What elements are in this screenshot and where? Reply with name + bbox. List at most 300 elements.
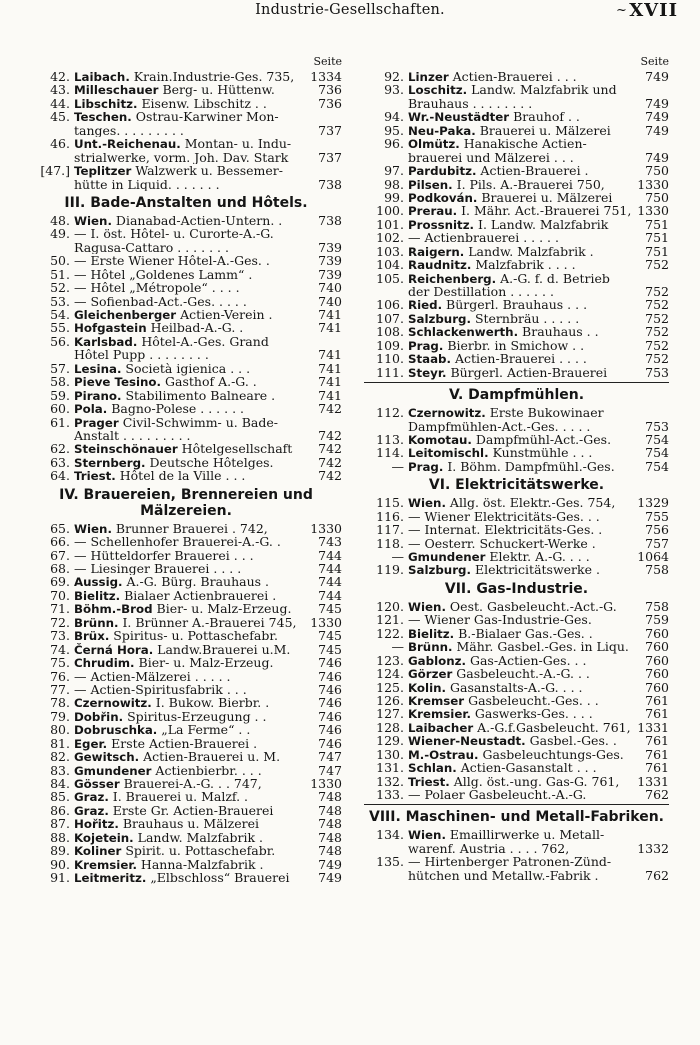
entry-body [408,137,665,151]
entry-body [74,549,314,562]
entry-page: 758 [645,562,669,578]
entry-number: 63. [50,454,70,470]
entry-number: 111. [376,364,404,380]
index-entry [30,723,342,736]
entry-city: Raigern. [408,244,465,259]
entry-city: Brüx. [74,629,110,644]
section-heading: Mälzereien. [140,502,232,519]
entry-text: Landw. Malzfabrik . [137,830,264,845]
entry-body [408,218,641,232]
entry-city: Prag. [408,338,444,353]
entry-body [408,298,641,312]
index-entry [364,70,669,83]
entry-body [74,670,314,683]
entry-page: 751 [645,243,669,259]
entry-page: 741 [318,320,342,336]
entry-number: 133. [376,787,404,802]
entry-text: Hôtel Pupp . . . . . . . . [74,348,209,362]
index-entry [30,602,342,615]
entry-text: Erste Bukowinaer [489,406,604,421]
entry-number: 58. [50,374,70,390]
entry-city: Brünn. [74,615,119,630]
entry-body [74,737,314,751]
entry-page: 744 [318,561,342,576]
entry-text: I. Brünner A.-Brauerei 745, [122,615,297,630]
entry-text: Actien-Gasanstalt . . . [460,761,597,776]
entry-number: 106. [376,297,404,313]
entry-number: 115. [376,495,404,511]
index-entry [364,563,669,576]
entry-city: Lesina. [74,361,122,376]
entry-text: Gasbel.-Ges. . [529,734,617,749]
entry-page: 756 [645,522,669,538]
entry-city: Kremsier. [74,857,137,872]
entry-text: hütchen und Metallw.-Fabrik . [408,868,599,883]
entry-page: 741 [318,387,342,403]
entry-city: Karlsbad. [74,334,138,349]
entry-city: Pieve Tesino. [74,375,162,390]
entry-page: 754 [645,431,669,447]
entry-text: Dianabad-Actien-Untern. . [115,213,283,228]
entry-page: 760 [645,625,669,641]
entry-city: Schlan. [408,761,457,776]
entry-city: Salzburg. [408,311,471,326]
entry-number: 81. [50,735,70,751]
entry-body [74,442,314,456]
entry-city: Leitmeritz. [74,871,147,886]
entry-number: 85. [50,789,70,805]
entry-page: 741 [318,360,342,376]
entry-body [408,761,641,775]
entry-text: Allg. öst. Elektr.-Ges. 754, [449,496,616,511]
entry-page: 742 [318,454,342,470]
entry-text: Brauhaus . . . . . . . . [408,96,533,111]
entry-body [74,535,314,548]
entry-number: 64. [50,468,70,484]
entry-page: 749 [318,856,342,872]
entry-body [408,231,641,244]
entry-city: Wr.-Neustädter [408,110,510,125]
index-entry [30,562,342,575]
index-entry [364,272,669,285]
entry-page: 753 [645,364,669,380]
entry-page: 745 [318,601,342,617]
entry-text: Spirit. u. Pottaschefabr. [125,844,276,859]
entry-text: Bürgerl. Brauhaus . . . [446,298,588,313]
entry-text: Bialaer Actienbrauerei . [124,588,277,603]
entry-page: 744 [318,547,342,563]
entry-page: 760 [645,652,669,668]
entry-number: 82. [50,749,70,765]
index-entry [30,70,342,83]
entry-text: I. Brauerei u. Malzf. . [112,790,249,805]
entry-city: Graz. [74,790,109,805]
entry-continuation [30,429,342,442]
entry-number: 107. [376,310,404,326]
entry-city: Salzburg. [408,563,471,578]
entry-city: Koliner [74,844,122,859]
entry-city: Brünn. [408,640,453,655]
entry-number: 113. [376,431,404,447]
entry-text: — Hôtel „Goldenes Lamm“ . [74,267,253,282]
entry-number: 76. [50,668,70,684]
entry-body [74,137,338,151]
index-entry [30,308,342,321]
entry-text: Bier- u. Malz-Erzeug. [156,602,292,617]
entry-body [408,788,641,801]
entry-page: 740 [318,293,342,309]
entry-text: Brunner Brauerei . 742, [115,521,268,536]
entry-body [74,70,306,84]
index-entry [30,683,342,696]
entry-city: Triest. [408,774,450,789]
entry-text: B.-Bialaer Gas.-Ges. . [458,626,593,641]
entry-city: Gablonz. [408,653,466,668]
entry-page: 752 [645,324,669,340]
entry-number: 61. [50,414,70,430]
entry-body [408,828,665,842]
index-entry [30,214,342,227]
entry-text: I. Mähr. Act.-Brauerei 751, [461,204,632,219]
entry-page: 743 [318,534,342,550]
entry-page: 1330 [637,176,669,192]
entry-text: I. Bukow. Bierbr. . [155,696,270,711]
entry-city: Graz. [74,803,109,818]
entry-number: 93. [384,82,404,98]
entry-page: 746 [318,668,342,684]
entry-text: — Liesinger Brauerei . . . . [74,562,242,576]
entry-body [74,790,314,804]
entry-body [74,710,314,724]
entry-text: Gasbeleucht.-Ges. . . [468,693,599,708]
entry-text: Actien-Brauerei u. M. [143,750,281,765]
index-entry [364,788,669,801]
index-entry [364,761,669,774]
section-heading: VI. Elektricitätswerke. [428,477,605,494]
entry-body [74,764,314,778]
entry-page: 742 [318,401,342,417]
entry-number: 96. [384,136,404,152]
entry-number: 53. [50,293,70,309]
entry-body [408,510,641,523]
entry-continuation [364,420,669,433]
entry-body [74,389,314,403]
entry-page: 759 [645,612,669,628]
entry-text: Hôtel de la Ville . . . [119,469,246,484]
entry-body [408,667,641,681]
entry-text: — Actien-Spiritusfabrik . . . [74,682,247,697]
index-entry [364,640,669,653]
entry-body [408,272,665,286]
entry-page: 760 [645,679,669,695]
index-entry [364,137,669,150]
entry-number: 59. [50,387,70,403]
entry-text: Actien-Brauerei . . . . [454,352,587,367]
entry-number: 124. [376,666,404,682]
index-entry [364,775,669,788]
entry-text: Actien-Brauerei . [480,164,589,179]
entry-number: 110. [376,351,404,367]
entry-city: Czernowitz. [408,406,486,421]
entry-continuation [364,97,669,110]
entry-text: Gasanstalts-A.-G. . . . [450,680,583,695]
entry-continuation [30,151,342,164]
entry-text: Mähr. Gasbel.-Ges. in Liqu. [456,640,629,655]
index-entry [30,362,342,375]
entry-number: 101. [376,216,404,232]
entry-text: Bagno-Polese . . . . . . [111,402,244,417]
entry-city: Czernowitz. [74,696,152,711]
entry-body [408,537,641,550]
entry-page: 736 [318,95,342,111]
entry-number: — [391,549,404,564]
entry-city: Wien. [74,213,112,228]
entry-city: Pirano. [74,388,122,403]
entry-number: 128. [376,719,404,735]
index-entry [364,164,669,177]
index-entry [364,446,669,459]
entry-text: Actienbierbr. . . . [155,763,262,778]
index-entry [30,254,342,267]
entry-number: 125. [376,679,404,695]
section-divider [364,804,669,805]
index-entry [30,110,342,123]
entry-city: Schlackenwerth. [408,325,519,340]
entry-number: 114. [376,445,404,461]
entry-number: 131. [376,760,404,776]
entry-text: Deutsche Hôtelges. [149,455,274,470]
entry-body [74,227,338,240]
entry-city: M.-Ostrau. [408,747,479,762]
entry-page: 757 [645,535,669,551]
index-entry [30,442,342,455]
index-entry [30,656,342,669]
index-entry [364,600,669,613]
entry-number: 119. [376,562,404,578]
entry-page: 1064 [637,549,669,564]
entry-page: 749 [645,109,669,125]
entry-text: Stabilimento Balneare . [125,388,276,403]
entry-text: der Destillation . . . . . . [408,285,554,299]
entry-text: brauerei und Mälzerei . . . [408,150,574,165]
index-entry [30,137,342,150]
entry-page: 749 [645,69,669,84]
entry-number: 51. [50,266,70,282]
entry-text: Società igienica . . . [125,361,251,376]
entry-text: Spiritus-Erzeugung . . [127,709,267,724]
entry-body [74,416,338,430]
entry-text: — I. öst. Hôtel- u. Curorte-A.-G. [74,227,274,241]
entry-city: Raudnitz. [408,258,472,273]
entry-city: Sternberg. [74,455,146,470]
entry-continuation [30,348,342,361]
entry-body [74,696,314,710]
index-entry [30,321,342,334]
entry-city: Teschen. [74,110,132,125]
entry-number: 108. [376,324,404,340]
entry-text: Brauerei u. Mälzerei [479,123,611,138]
entry-body [74,723,314,737]
entry-city: Prossnitz. [408,217,475,232]
entry-number: 130. [376,746,404,762]
entry-page: 741 [318,307,342,322]
index-entry [364,734,669,747]
entry-text: Hôtelgesellschaft [181,442,293,457]
entry-number: 56. [50,333,70,349]
entry-body [408,654,641,668]
entry-text: — Internat. Elektricitäts-Ges. . [408,523,603,537]
entry-page: 747 [318,749,342,765]
index-entry [30,764,342,777]
entry-city: Staab. [408,352,451,367]
entry-city: Kremsier. [408,707,471,722]
page-header [0,0,700,24]
entry-body [408,312,641,326]
entry-body [408,406,665,420]
entry-number: 66. [50,534,70,550]
entry-body [408,83,665,97]
entry-city: Bielitz. [408,626,455,641]
entry-page: 1334 [310,69,342,84]
entry-text: I. Landw. Malzfabrik [478,217,609,232]
entry-number: 86. [50,802,70,818]
entry-page: 762 [645,787,669,802]
entry-number: 83. [50,762,70,778]
index-entry [364,124,669,137]
entry-body [74,643,314,657]
entry-page: 746 [318,655,342,671]
entry-number: 134. [376,827,404,843]
index-entry [30,268,342,281]
entry-text: Oest. Gasbeleucht.-Act.-G. [449,599,617,614]
entry-number: [47.] [40,163,70,179]
entry-number: 79. [50,708,70,724]
index-entry [364,828,669,841]
entry-text: Hanakische Actien- [463,137,587,152]
index-entry [364,537,669,550]
entry-body [408,191,641,205]
left-column [30,56,342,885]
entry-body [74,629,314,643]
entry-body [408,748,641,762]
entry-body [74,602,314,616]
entry-body [408,734,641,748]
entry-number: 71. [50,601,70,617]
entry-city: Dobruschka. [74,723,158,738]
entry-city: Olmütz. [408,137,460,152]
entry-text: Walzwerk u. Bessemer- [135,164,284,179]
index-entry [30,616,342,629]
entry-body [74,295,314,308]
entry-body [408,855,665,868]
entry-body [408,563,641,577]
entry-city: Gewitsch. [74,750,140,765]
entry-text: „Elbschloss“ Brauerei [150,871,290,886]
entry-text: Bürgerl. Actien-Brauerei [450,365,608,380]
entry-page: 736 [318,82,342,98]
entry-city: Prager [74,415,119,430]
entry-text: Brauhaus . . [522,325,599,340]
entry-number: 69. [50,574,70,590]
entry-city: Gösser [74,777,120,791]
entry-page: 752 [645,337,669,353]
entry-page: 750 [645,189,669,205]
index-entry [364,352,669,365]
entry-text: Brauhaus u. Mälzerei [122,817,260,832]
entry-body [74,402,314,416]
page-number: XVII [629,0,678,21]
entry-city: Reichenberg. [408,271,497,286]
entry-number: — [391,458,404,474]
entry-text: Gasthof A.-G. . [165,375,257,390]
entry-number: 118. [376,535,404,551]
entry-city: Bielitz. [74,588,121,603]
entry-city: Pola. [74,402,108,417]
entry-page: 748 [318,789,342,805]
entry-city: Gmundener [74,763,152,778]
entry-body [408,204,633,218]
entry-city: Prerau. [408,204,458,219]
entry-text: Brauerei-A.-G. . . 747, [123,777,262,791]
index-entry [364,366,669,379]
entry-number: 77. [50,681,70,697]
entry-city: Loschitz. [408,83,468,98]
entry-text: Actien-Brauerei . . . [452,70,577,84]
entry-page: 1330 [310,614,342,630]
entry-text: Ragusa-Cattaro . . . . . . . [74,240,229,255]
entry-number: 132. [376,773,404,789]
section-heading: VIII. Maschinen- und Metall-Fabriken. [369,809,664,826]
entry-page: 1330 [637,203,669,219]
entry-page: 761 [645,706,669,722]
entry-number: 88. [50,829,70,845]
entry-text: — Actien-Mälzerei . . . . . [74,669,231,683]
entry-body [408,600,641,614]
entry-body [74,575,314,589]
entry-continuation [364,842,669,855]
entry-number: 74. [50,641,70,657]
entry-number: 42. [50,69,70,84]
entry-number: 122. [376,625,404,641]
entry-city: Unt.-Reichenau. [74,137,181,152]
entry-body [408,523,641,536]
index-entry [30,858,342,871]
entry-text: Bier- u. Malz-Erzeug. [138,656,274,671]
entry-text: Allg. öst.-ung. Gas-G. 761, [453,774,620,789]
index-entry [30,416,342,429]
index-entry [364,218,669,231]
entry-body [408,627,641,641]
entry-text: Landw.Brauerei u.M. [157,642,291,657]
entry-text: Gasbeleuchtungs-Ges. [482,747,624,762]
entry-number: 105. [376,270,404,286]
entry-text: A.-G.f.Gasbeleucht. 761, [477,720,631,735]
entry-body [408,707,641,721]
index-entry [30,522,342,535]
entry-page: 739 [318,239,342,255]
entry-number: 49. [50,226,70,242]
index-entry [364,258,669,271]
entry-number: 60. [50,401,70,417]
entry-text: „La Ferme“ . . [161,723,251,738]
index-entry [364,681,669,694]
index-entry [364,178,669,191]
entry-body [74,83,314,97]
entry-city: Pardubitz. [408,164,477,179]
index-entry [30,97,342,110]
entry-text: A.-G. Bürg. Brauhaus . [126,575,269,590]
entry-body [74,858,314,872]
